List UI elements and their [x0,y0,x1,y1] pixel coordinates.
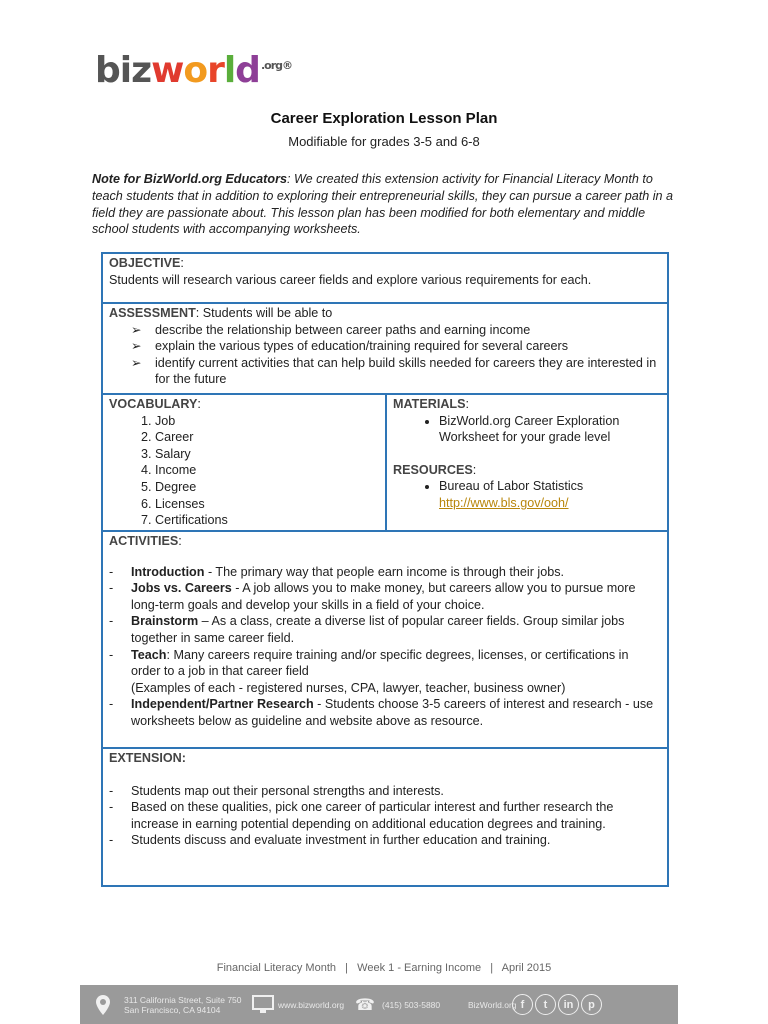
bizworld-logo: bizworld$^{.org®}$ [95,50,292,91]
vocabulary-item: 4. Income [155,462,379,479]
assessment-intro: : Students will be able to [195,306,333,320]
linkedin-icon[interactable]: in [558,994,579,1015]
educator-note [92,171,682,238]
activity-item: - Independent/Partner Research - Students choose 3-5 careers of interest and research - use worksheets below as guideline and website above as resource. [109,697,654,728]
vocabulary-item: 2. Career [155,429,379,446]
social-links [512,985,604,1024]
page-subtitle: Modifiable for grades 3-5 and 6-8 [288,134,480,149]
assessment-item: ➢ describe the relationship between career paths and earning income [131,322,531,337]
address [124,985,242,1024]
materials-label: MATERIALS [393,397,466,411]
note-lead: Note for BizWorld.org Educators [92,172,287,186]
facebook-icon[interactable]: f [512,994,533,1015]
assessment-item: ➢ identify current activities that can help build skills needed for careers they are interested in for the future [131,355,657,387]
phone-number: (415) 503-5880 [382,999,441,1010]
phone-icon: ☎ [355,996,375,1014]
activity-item: - Teach: Many careers require training and/or specific degrees, licenses, or certifications in order to a job in that career field (Examples of each - registered nurses, CPA, lawyer, teacher, business owner) [109,647,629,695]
activities-label: ACTIVITIES [109,534,179,548]
extension-section [103,749,667,885]
objective-text: Students will research various career fields and explore various requirements for each. [109,272,592,287]
location-pin-icon [94,985,112,1024]
footer-bar [80,985,678,1024]
activity-item: - Brainstorm – As a class, create a diverse list of popular career fields. Group similar jobs together in same career field. [109,614,625,645]
vocabulary-item: 7. Certifications [155,512,379,529]
arrow-bullet-icon: ➢ [131,355,142,370]
extension-label: EXTENSION: [109,751,186,765]
vocabulary-section: VOCABULARY: 1. Job 2. Career 3. Salary 4. Income 5. Degree 6. Licenses 7. Certifications [103,395,387,532]
objective-section: OBJECTIVE: Students will research various career fields and explore various requirements for each. [103,254,667,304]
activities-section: ACTIVITIES: - Introduction - The primary way that people earn income is through their jobs. - Jobs vs. Careers - A job allows you to make money, but careers allow you to pursue more long-term goals and develop your skills in a field of your choice. - Brainstorm – As a class, create a diverse list of popular career fields. Group similar jobs together in same career field. - Teach: Many careers require training and/or specific degrees, licenses, or certifications in order to a job in that career field (Examples of each - registered nurses, CPA, lawyer, teacher, business owner) - Independent/Partner Research - Students choose 3-5 careers of interest and research - use worksheets below as guideline and website above as resource. [103,532,667,749]
vocabulary-list [109,413,379,529]
vocabulary-item: 1. Job [155,413,379,430]
address-line-1: 311 California Street, Suite 750 [124,994,242,1005]
brand-text: BizWorld.org [468,999,517,1010]
resources-item: • Bureau of Labor Statistics http://www.bls.gov/ooh/ [439,478,661,511]
assessment-label: ASSESSMENT [109,306,196,320]
twitter-icon[interactable]: t [535,994,556,1015]
assessment-section [103,304,667,395]
activity-item: - Introduction - The primary way that people earn income is through their jobs. [109,564,565,579]
assessment-item: ➢ explain the various types of education/training required for several careers [131,339,569,354]
monitor-icon [252,985,274,1024]
note-text: : We created this extension activity for Financial Literacy Month to teach students that in addition to exploring their entrepreneurial skills, they can pursue a career path in a field they are passionate about. This lesson plan has been modified for both elementary and middle school students with accompanying worksheets. [92,172,674,237]
vocabulary-item: 3. Salary [155,446,379,463]
website-link[interactable]: www.bizworld.org [278,999,345,1010]
arrow-bullet-icon: ➢ [131,322,142,337]
activity-item: - Jobs vs. Careers - A job allows you to make money, but careers allow you to pursue more long-term goals and develop your skills in a field of your choice. [109,581,636,612]
materials-section: MATERIALS: • BizWorld.org Career Exploration Worksheet for your grade level RESOURCES: • Bureau of Labor Statistics http://www.bls.gov/ooh/ [387,395,667,532]
arrow-bullet-icon: ➢ [131,339,142,354]
pinterest-icon[interactable]: p [581,994,602,1015]
footer-line: Financial Literacy Month | Week 1 - Earning Income | April 2015 [216,962,552,974]
extension-item: - Based on these qualities, pick one career of particular interest and further research the increase in earning potential depending on additional education degrees and training. [109,800,614,831]
address-line-2: San Francisco, CA 94104 [124,1004,221,1015]
vocabulary-item: 6. Licenses [155,496,379,513]
vocabulary-item: 5. Degree [155,479,379,496]
vocabulary-label: VOCABULARY [109,397,198,411]
materials-item: • BizWorld.org Career Exploration Worksheet for your grade level [439,413,661,446]
extension-item: - Students discuss and evaluate investment in further education and training. [109,833,551,848]
page-title: Career Exploration Lesson Plan [270,110,498,127]
objective-label: OBJECTIVE [109,256,181,270]
bls-link[interactable]: http://www.bls.gov/ooh/ [439,495,569,510]
lesson-plan-table [101,252,669,887]
extension-item: - Students map out their personal strengths and interests. [109,783,444,798]
resources-label: RESOURCES [393,462,473,477]
